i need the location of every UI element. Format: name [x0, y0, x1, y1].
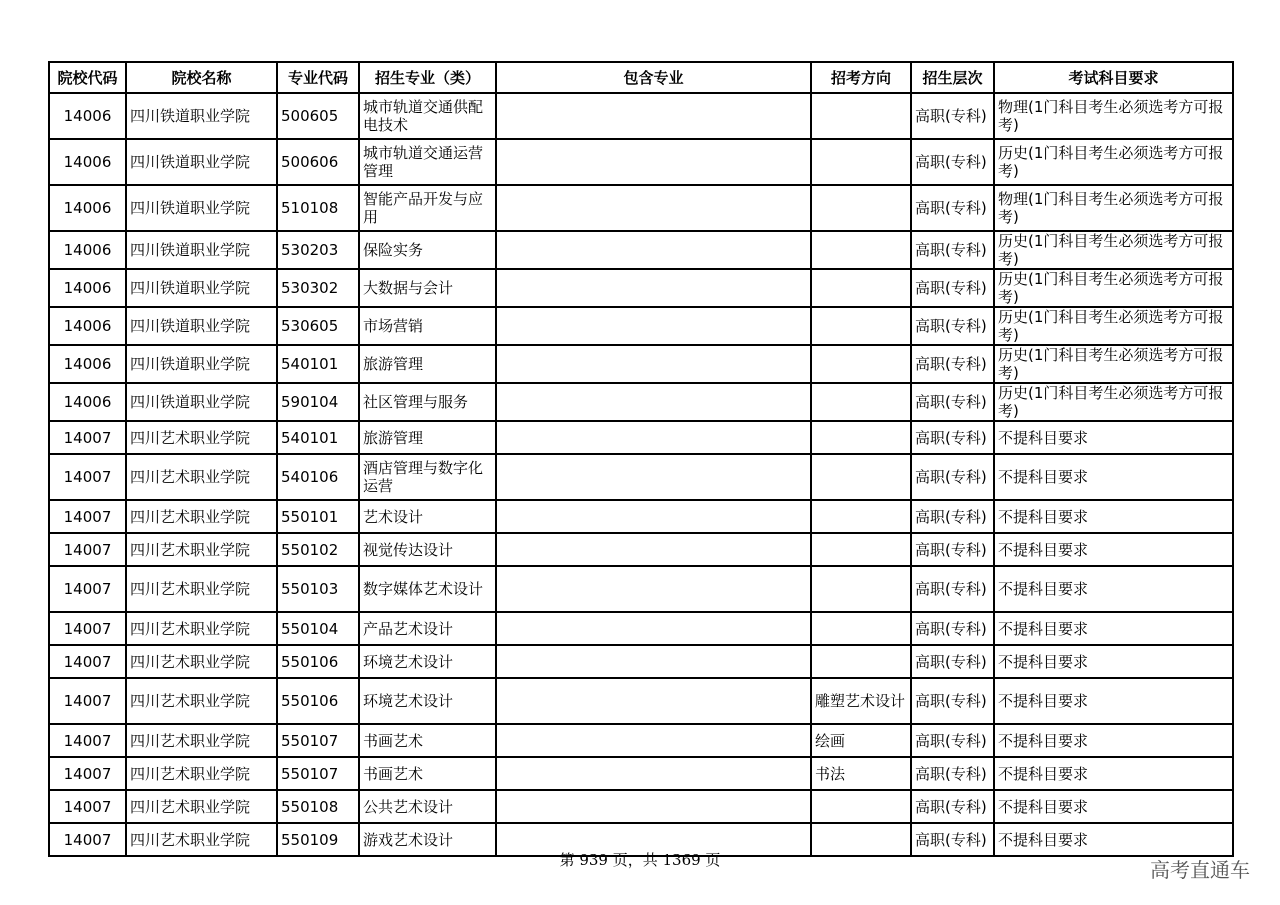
table-row	[49, 790, 1233, 823]
school-code-cell: 14007	[49, 500, 126, 533]
school-name-cell: 四川铁道职业学院	[126, 139, 277, 185]
includes-cell	[496, 345, 811, 383]
includes-cell	[496, 678, 811, 724]
requirement-cell: 不提科目要求	[994, 790, 1233, 823]
school-code-cell: 14007	[49, 724, 126, 757]
table-row	[49, 724, 1233, 757]
school-name-cell: 四川铁道职业学院	[126, 93, 277, 139]
direction-cell	[811, 790, 911, 823]
direction-cell	[811, 421, 911, 454]
includes-cell	[496, 790, 811, 823]
school-name-cell: 四川铁道职业学院	[126, 185, 277, 231]
table-row	[49, 231, 1233, 269]
major-cell: 产品艺术设计	[359, 612, 496, 645]
school-name-cell: 四川铁道职业学院	[126, 231, 277, 269]
major-cell: 社区管理与服务	[359, 383, 496, 421]
major-code-cell: 540101	[277, 345, 359, 383]
requirement-cell: 不提科目要求	[994, 678, 1233, 724]
requirement-cell: 历史(1门科目考生必须选考方可报考)	[994, 269, 1233, 307]
table-row	[49, 139, 1233, 185]
includes-cell	[496, 421, 811, 454]
school-name-cell: 四川铁道职业学院	[126, 269, 277, 307]
major-cell: 书画艺术	[359, 724, 496, 757]
direction-cell	[811, 500, 911, 533]
major-cell: 大数据与会计	[359, 269, 496, 307]
level-cell: 高职(专科)	[911, 421, 994, 454]
admissions-table	[48, 61, 1234, 857]
level-cell: 高职(专科)	[911, 823, 994, 856]
requirement-cell: 历史(1门科目考生必须选考方可报考)	[994, 383, 1233, 421]
table-row	[49, 345, 1233, 383]
school-code-cell: 14006	[49, 185, 126, 231]
major-code-cell: 550102	[277, 533, 359, 566]
school-name-cell: 四川艺术职业学院	[126, 533, 277, 566]
direction-cell	[811, 566, 911, 612]
includes-cell	[496, 612, 811, 645]
school-code-cell: 14007	[49, 757, 126, 790]
school-code-cell: 14006	[49, 307, 126, 345]
direction-cell	[811, 139, 911, 185]
school-name-cell: 四川艺术职业学院	[126, 724, 277, 757]
major-cell: 书画艺术	[359, 757, 496, 790]
includes-cell	[496, 383, 811, 421]
direction-cell	[811, 185, 911, 231]
table-row	[49, 307, 1233, 345]
includes-cell	[496, 724, 811, 757]
table-row	[49, 566, 1233, 612]
direction-cell	[811, 533, 911, 566]
table-row	[49, 533, 1233, 566]
school-name-cell: 四川艺术职业学院	[126, 678, 277, 724]
header-school-code: 院校代码	[49, 62, 126, 93]
major-code-cell: 530302	[277, 269, 359, 307]
major-code-cell: 500606	[277, 139, 359, 185]
requirement-cell: 不提科目要求	[994, 823, 1233, 856]
major-code-cell: 540101	[277, 421, 359, 454]
major-cell: 保险实务	[359, 231, 496, 269]
major-cell: 游戏艺术设计	[359, 823, 496, 856]
watermark-logo: 高考直通车	[1150, 858, 1250, 882]
school-code-cell: 14007	[49, 790, 126, 823]
level-cell: 高职(专科)	[911, 139, 994, 185]
school-code-cell: 14006	[49, 139, 126, 185]
level-cell: 高职(专科)	[911, 383, 994, 421]
school-code-cell: 14007	[49, 823, 126, 856]
level-cell: 高职(专科)	[911, 566, 994, 612]
direction-cell	[811, 307, 911, 345]
level-cell: 高职(专科)	[911, 500, 994, 533]
table-row	[49, 421, 1233, 454]
requirement-cell: 不提科目要求	[994, 500, 1233, 533]
level-cell: 高职(专科)	[911, 612, 994, 645]
level-cell: 高职(专科)	[911, 307, 994, 345]
level-cell: 高职(专科)	[911, 790, 994, 823]
table-row	[49, 93, 1233, 139]
includes-cell	[496, 645, 811, 678]
requirement-cell: 不提科目要求	[994, 454, 1233, 500]
requirement-cell: 历史(1门科目考生必须选考方可报考)	[994, 139, 1233, 185]
school-name-cell: 四川艺术职业学院	[126, 612, 277, 645]
school-code-cell: 14007	[49, 533, 126, 566]
level-cell: 高职(专科)	[911, 645, 994, 678]
major-code-cell: 530605	[277, 307, 359, 345]
includes-cell	[496, 185, 811, 231]
school-name-cell: 四川艺术职业学院	[126, 757, 277, 790]
major-cell: 城市轨道交通供配电技术	[359, 93, 496, 139]
school-code-cell: 14007	[49, 566, 126, 612]
requirement-cell: 不提科目要求	[994, 757, 1233, 790]
includes-cell	[496, 454, 811, 500]
level-cell: 高职(专科)	[911, 724, 994, 757]
major-code-cell: 550101	[277, 500, 359, 533]
direction-cell	[811, 93, 911, 139]
requirement-cell: 历史(1门科目考生必须选考方可报考)	[994, 231, 1233, 269]
school-name-cell: 四川艺术职业学院	[126, 421, 277, 454]
requirement-cell: 不提科目要求	[994, 533, 1233, 566]
header-level: 招生层次	[911, 62, 994, 93]
direction-cell	[811, 345, 911, 383]
requirement-cell: 历史(1门科目考生必须选考方可报考)	[994, 307, 1233, 345]
requirement-cell: 物理(1门科目考生必须选考方可报考)	[994, 93, 1233, 139]
level-cell: 高职(专科)	[911, 454, 994, 500]
major-code-cell: 550108	[277, 790, 359, 823]
includes-cell	[496, 500, 811, 533]
table-row	[49, 612, 1233, 645]
table-row	[49, 757, 1233, 790]
requirement-cell: 历史(1门科目考生必须选考方可报考)	[994, 345, 1233, 383]
direction-cell	[811, 645, 911, 678]
includes-cell	[496, 93, 811, 139]
major-cell: 旅游管理	[359, 345, 496, 383]
major-code-cell: 500605	[277, 93, 359, 139]
school-name-cell: 四川艺术职业学院	[126, 645, 277, 678]
header-row	[49, 62, 1233, 93]
header-includes: 包含专业	[496, 62, 811, 93]
school-code-cell: 14007	[49, 678, 126, 724]
school-code-cell: 14007	[49, 454, 126, 500]
school-code-cell: 14006	[49, 93, 126, 139]
header-major-code: 专业代码	[277, 62, 359, 93]
major-code-cell: 550106	[277, 678, 359, 724]
school-code-cell: 14007	[49, 612, 126, 645]
direction-cell: 书法	[811, 757, 911, 790]
level-cell: 高职(专科)	[911, 757, 994, 790]
requirement-cell: 不提科目要求	[994, 612, 1233, 645]
major-cell: 环境艺术设计	[359, 678, 496, 724]
table-row	[49, 645, 1233, 678]
header-requirement: 考试科目要求	[994, 62, 1233, 93]
major-code-cell: 540106	[277, 454, 359, 500]
level-cell: 高职(专科)	[911, 185, 994, 231]
school-name-cell: 四川艺术职业学院	[126, 454, 277, 500]
header-direction: 招考方向	[811, 62, 911, 93]
major-code-cell: 550109	[277, 823, 359, 856]
includes-cell	[496, 307, 811, 345]
school-code-cell: 14006	[49, 383, 126, 421]
includes-cell	[496, 566, 811, 612]
school-name-cell: 四川铁道职业学院	[126, 383, 277, 421]
major-cell: 艺术设计	[359, 500, 496, 533]
school-name-cell: 四川艺术职业学院	[126, 823, 277, 856]
requirement-cell: 不提科目要求	[994, 421, 1233, 454]
school-code-cell: 14006	[49, 345, 126, 383]
table-row	[49, 185, 1233, 231]
school-code-cell: 14006	[49, 231, 126, 269]
level-cell: 高职(专科)	[911, 678, 994, 724]
direction-cell: 绘画	[811, 724, 911, 757]
direction-cell: 雕塑艺术设计	[811, 678, 911, 724]
direction-cell	[811, 612, 911, 645]
page-footer: 第 939 页，共 1369 页	[559, 851, 721, 869]
major-code-cell: 530203	[277, 231, 359, 269]
includes-cell	[496, 139, 811, 185]
requirement-cell: 不提科目要求	[994, 645, 1233, 678]
major-cell: 环境艺术设计	[359, 645, 496, 678]
requirement-cell: 不提科目要求	[994, 566, 1233, 612]
direction-cell	[811, 454, 911, 500]
level-cell: 高职(专科)	[911, 231, 994, 269]
major-cell: 旅游管理	[359, 421, 496, 454]
table-row	[49, 454, 1233, 500]
requirement-cell: 物理(1门科目考生必须选考方可报考)	[994, 185, 1233, 231]
major-cell: 市场营销	[359, 307, 496, 345]
major-code-cell: 550103	[277, 566, 359, 612]
direction-cell	[811, 383, 911, 421]
school-name-cell: 四川艺术职业学院	[126, 500, 277, 533]
header-major: 招生专业（类）	[359, 62, 496, 93]
level-cell: 高职(专科)	[911, 93, 994, 139]
table-row	[49, 500, 1233, 533]
includes-cell	[496, 533, 811, 566]
school-name-cell: 四川铁道职业学院	[126, 307, 277, 345]
level-cell: 高职(专科)	[911, 269, 994, 307]
level-cell: 高职(专科)	[911, 345, 994, 383]
level-cell: 高职(专科)	[911, 533, 994, 566]
requirement-cell: 不提科目要求	[994, 724, 1233, 757]
includes-cell	[496, 757, 811, 790]
school-code-cell: 14007	[49, 645, 126, 678]
major-cell: 酒店管理与数字化运营	[359, 454, 496, 500]
major-code-cell: 550104	[277, 612, 359, 645]
major-cell: 智能产品开发与应用	[359, 185, 496, 231]
major-code-cell: 550107	[277, 757, 359, 790]
table-row	[49, 383, 1233, 421]
major-code-cell: 510108	[277, 185, 359, 231]
direction-cell	[811, 269, 911, 307]
direction-cell	[811, 231, 911, 269]
major-cell: 视觉传达设计	[359, 533, 496, 566]
includes-cell	[496, 269, 811, 307]
school-name-cell: 四川艺术职业学院	[126, 790, 277, 823]
school-code-cell: 14006	[49, 269, 126, 307]
major-cell: 数字媒体艺术设计	[359, 566, 496, 612]
major-cell: 公共艺术设计	[359, 790, 496, 823]
major-cell: 城市轨道交通运营管理	[359, 139, 496, 185]
major-code-cell: 590104	[277, 383, 359, 421]
header-school-name: 院校名称	[126, 62, 277, 93]
school-code-cell: 14007	[49, 421, 126, 454]
table-row	[49, 678, 1233, 724]
school-name-cell: 四川铁道职业学院	[126, 345, 277, 383]
school-name-cell: 四川艺术职业学院	[126, 566, 277, 612]
includes-cell	[496, 231, 811, 269]
table-row	[49, 269, 1233, 307]
major-code-cell: 550106	[277, 645, 359, 678]
major-code-cell: 550107	[277, 724, 359, 757]
